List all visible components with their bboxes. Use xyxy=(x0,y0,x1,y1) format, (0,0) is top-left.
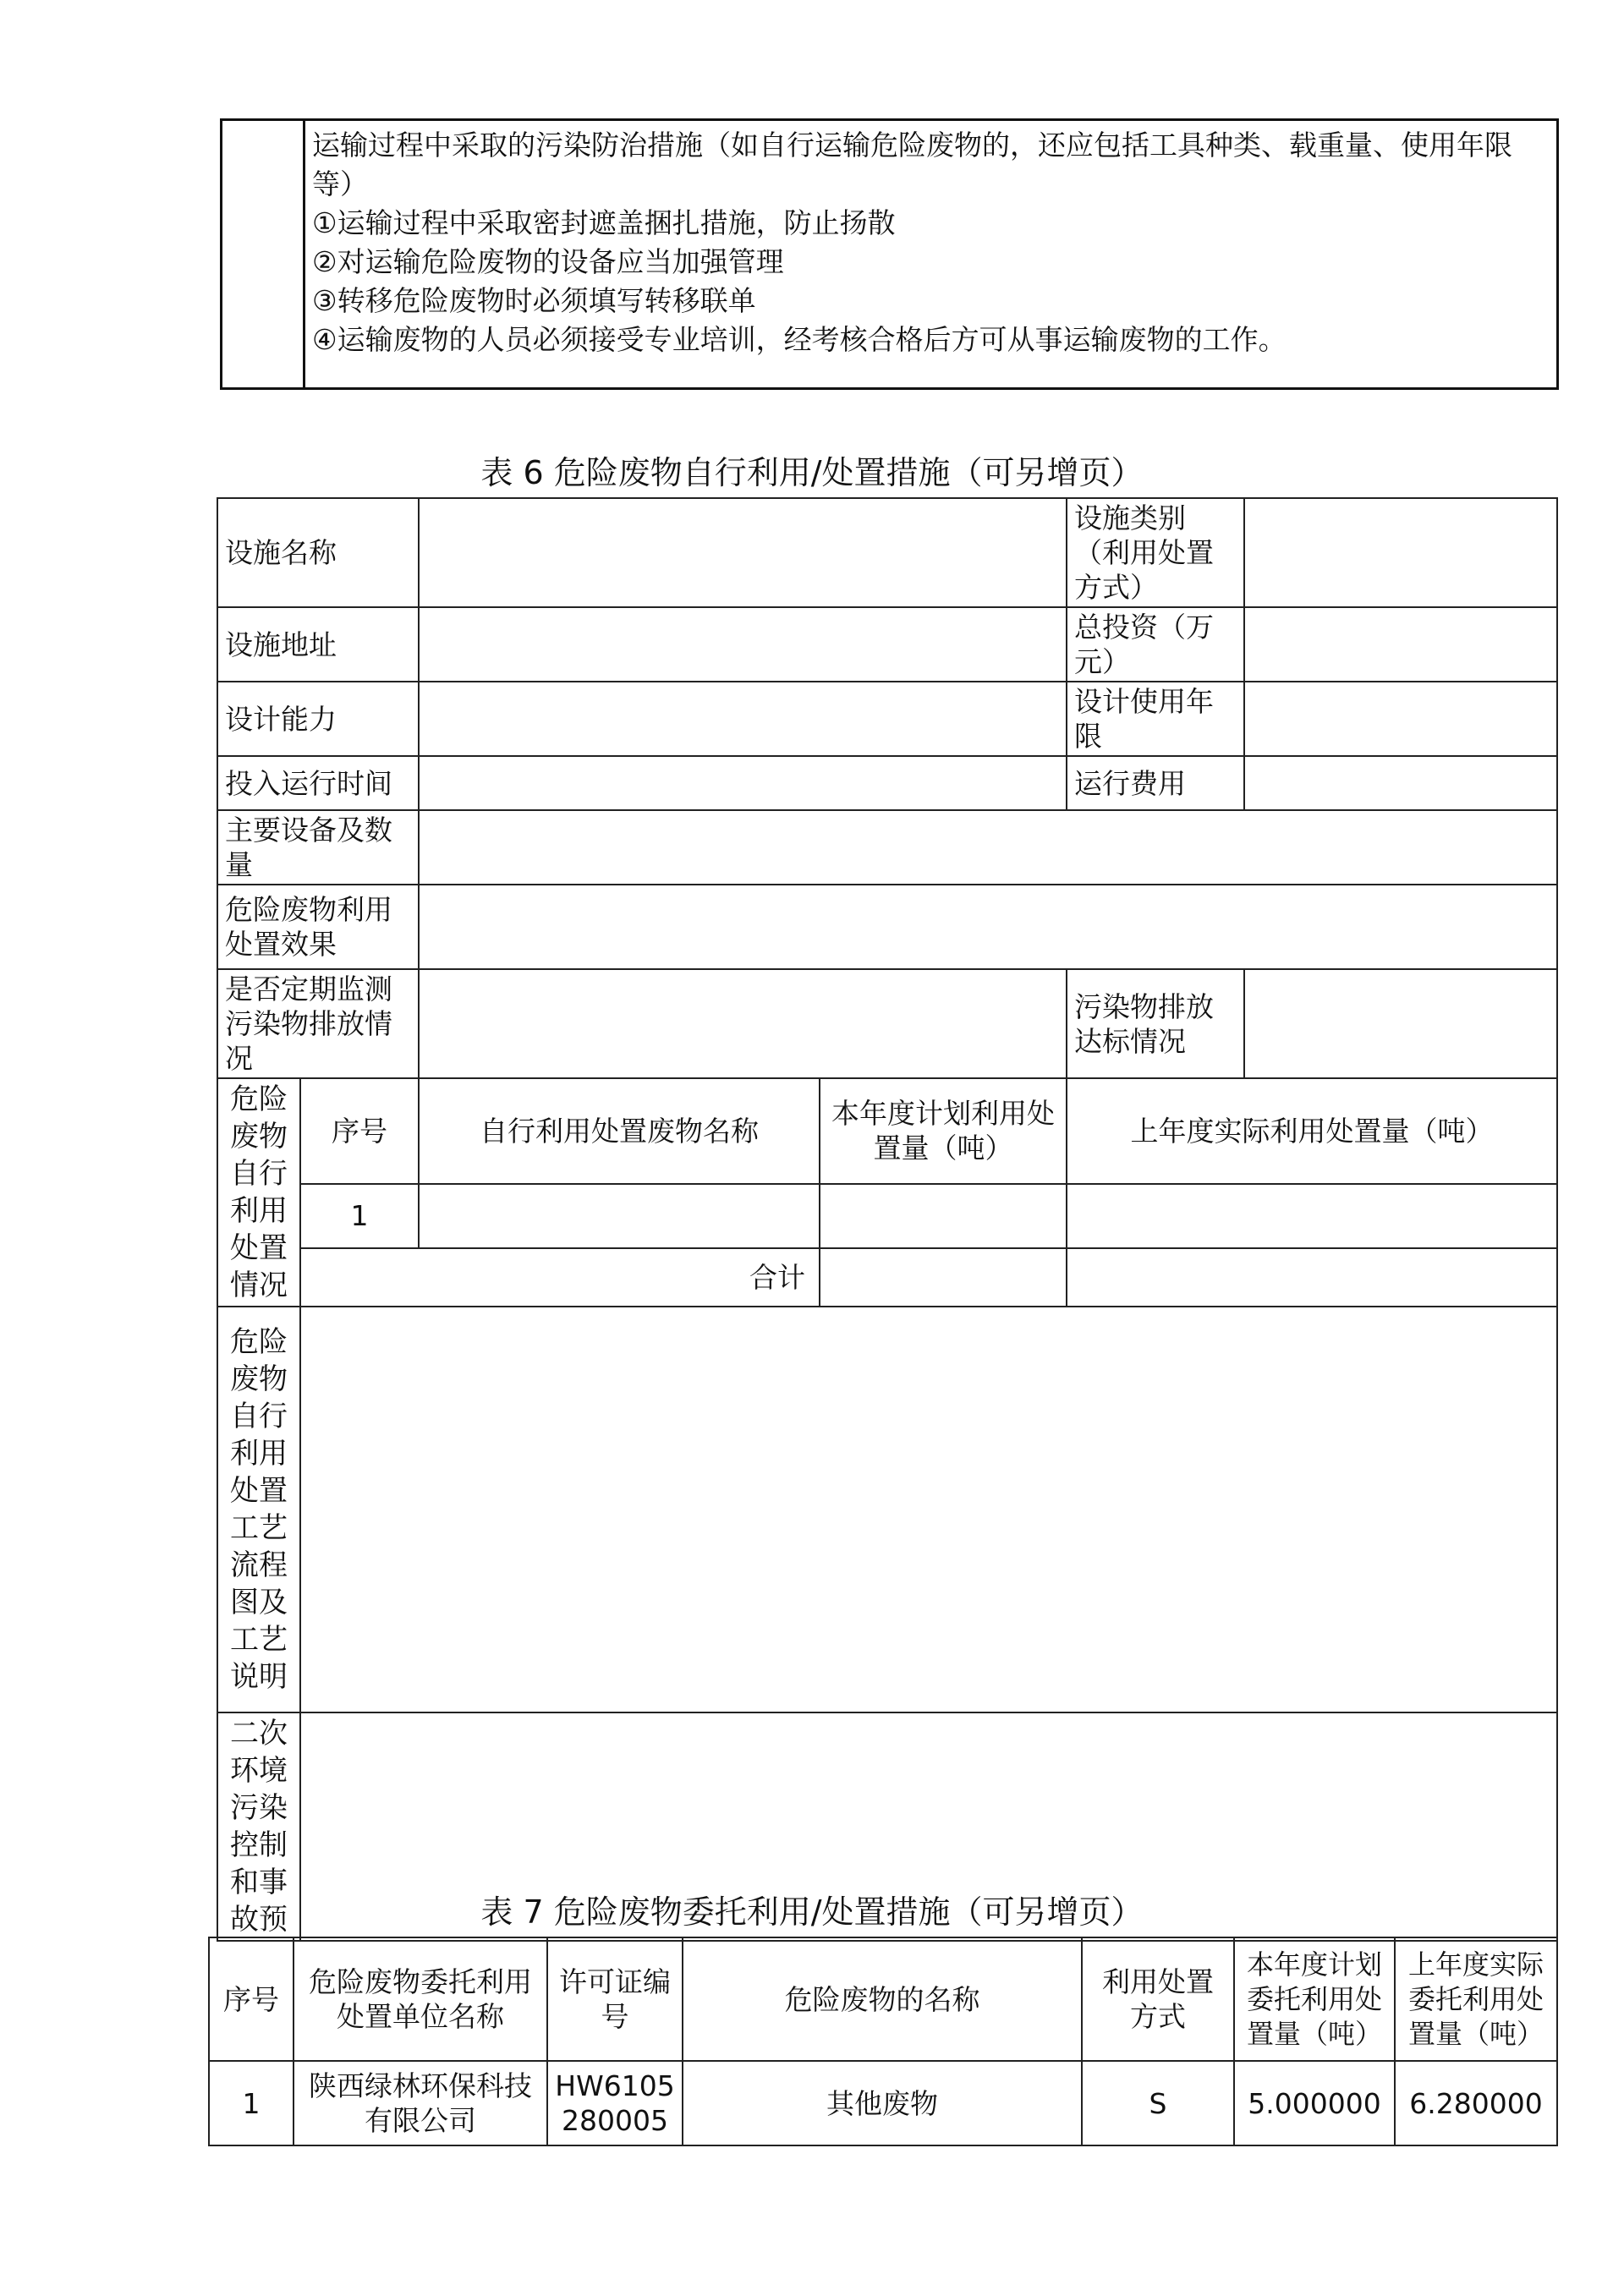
total-investment-value xyxy=(1244,607,1557,682)
measure-item: ②对运输危险废物的设备应当加强管理 xyxy=(312,245,784,278)
t7-header-unit: 危险废物委托利用处置单位名称 xyxy=(294,1937,547,2061)
self-use-section-label: 危险废物自行利用处置情况 xyxy=(217,1078,300,1307)
operation-time-value xyxy=(419,756,1067,810)
table7 xyxy=(208,1937,1558,2146)
operation-cost-value xyxy=(1244,756,1557,810)
table6 xyxy=(217,497,1558,1942)
effect-label: 危险废物利用处置效果 xyxy=(217,885,419,969)
t7-row-license: HW6105280005 xyxy=(547,2061,683,2145)
total-actual xyxy=(1067,1248,1557,1307)
emission-value xyxy=(1244,969,1557,1078)
design-capacity-value xyxy=(419,682,1067,756)
table6-title: 表 6 危险废物自行利用/处置措施（可另增页） xyxy=(480,454,1144,491)
measure-item: ④运输废物的人员必须接受专业培训，经考核合格后方可从事运输废物的工作。 xyxy=(312,323,1287,356)
effect-value xyxy=(419,885,1557,969)
transport-measures-cell xyxy=(304,120,1558,389)
process-label: 危险废物自行利用处置工艺流程图及工艺说明 xyxy=(217,1307,300,1712)
facility-type-label: 设施类别（利用处置方式） xyxy=(1067,498,1244,607)
operation-cost-label: 运行费用 xyxy=(1067,756,1244,810)
col-name-header: 自行利用处置废物名称 xyxy=(419,1078,820,1184)
design-life-value xyxy=(1244,682,1557,756)
secondary-pollution-label: 二次环境污染控制和事故预 xyxy=(217,1712,300,1941)
facility-address-value xyxy=(419,607,1067,682)
row1-name xyxy=(419,1184,820,1248)
operation-time-label: 投入运行时间 xyxy=(217,756,419,810)
facility-name-value xyxy=(419,498,1067,607)
table-row xyxy=(209,2061,1557,2145)
facility-type-value xyxy=(1244,498,1557,607)
t7-header-no: 序号 xyxy=(209,1937,294,2061)
total-investment-label: 总投资（万元） xyxy=(1067,607,1244,682)
main-equipment-label: 主要设备及数量 xyxy=(217,810,419,885)
total-plan xyxy=(820,1248,1067,1307)
t7-header-actual: 上年度实际委托利用处置量（吨） xyxy=(1395,1937,1557,2061)
col-actual-header: 上年度实际利用处置量（吨） xyxy=(1067,1078,1557,1184)
t7-row-unit: 陕西绿林环保科技有限公司 xyxy=(294,2061,547,2145)
col-plan-header: 本年度计划利用处置量（吨） xyxy=(820,1078,1067,1184)
t7-row-plan: 5.000000 xyxy=(1234,2061,1395,2145)
t7-header-plan: 本年度计划委托利用处置量（吨） xyxy=(1234,1937,1395,2061)
t7-row-actual: 6.280000 xyxy=(1395,2061,1557,2145)
transport-heading: 运输过程中采取的污染防治措施（如自行运输危险废物的，还应包括工具种类、载重量、使用年限等） xyxy=(312,129,1512,200)
t7-row-no: 1 xyxy=(209,2061,294,2145)
row1-plan xyxy=(820,1184,1067,1248)
measure-item: ①运输过程中采取密封遮盖捆扎措施，防止扬散 xyxy=(312,206,896,239)
t7-header-waste-name: 危险废物的名称 xyxy=(683,1937,1082,2061)
facility-address-label: 设施地址 xyxy=(217,607,419,682)
t7-header-license: 许可证编号 xyxy=(547,1937,683,2061)
t7-row-waste-name: 其他废物 xyxy=(683,2061,1082,2145)
design-life-label: 设计使用年限 xyxy=(1067,682,1244,756)
emission-label: 污染物排放达标情况 xyxy=(1067,969,1244,1078)
monitoring-value xyxy=(419,969,1067,1078)
t7-header-method: 利用处置方式 xyxy=(1082,1937,1234,2061)
transport-measures-table xyxy=(220,118,1559,390)
facility-name-label: 设施名称 xyxy=(217,498,419,607)
measure-item: ③转移危险废物时必须填写转移联单 xyxy=(312,284,756,317)
col-no-header: 序号 xyxy=(300,1078,419,1184)
left-blank-cell xyxy=(222,120,304,389)
t7-row-method: S xyxy=(1082,2061,1234,2145)
design-capacity-label: 设计能力 xyxy=(217,682,419,756)
row1-no: 1 xyxy=(300,1184,419,1248)
table7-title: 表 7 危险废物委托利用/处置措施（可另增页） xyxy=(480,1893,1144,1931)
row1-actual xyxy=(1067,1184,1557,1248)
total-label: 合计 xyxy=(300,1248,820,1307)
process-value xyxy=(300,1307,1557,1712)
monitoring-label: 是否定期监测污染物排放情况 xyxy=(217,969,419,1078)
main-equipment-value xyxy=(419,810,1557,885)
